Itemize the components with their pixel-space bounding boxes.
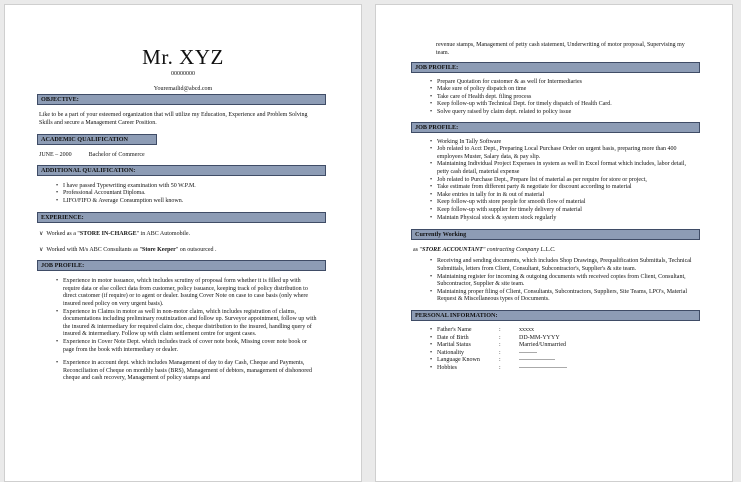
check-bullet-icon: ∨ xyxy=(39,230,44,237)
objective-header: OBJECTIVE: xyxy=(37,94,326,105)
list-item: • I have passed Typewriting examination with 50 W.P.M. xyxy=(56,182,196,189)
bullet-icon: • xyxy=(430,349,433,356)
list-item: • Professional Accountant Diploma. xyxy=(56,190,146,197)
job-profile-1-list xyxy=(376,79,732,117)
personal-info-row: • Nationality : --------- xyxy=(430,349,537,356)
list-item: • Keep follow-up with Technical Dept. for timely dispatch of Health Card. xyxy=(430,101,612,108)
bullet-icon: • xyxy=(430,191,433,198)
bullet-icon: • xyxy=(430,342,433,349)
currently-working-list xyxy=(376,258,732,304)
academic-header: ACADEMIC QUALIFICATION xyxy=(37,134,157,145)
list-item: • Take estimate from different party & negotiate for discount according to material xyxy=(430,184,632,191)
bullet-icon: • xyxy=(430,364,433,371)
additional-header: ADDITIONAL QUALIFICATION: xyxy=(37,165,326,176)
candidate-name: Mr. XYZ xyxy=(142,45,224,69)
personal-info-row: • Language Known : ------------------ xyxy=(430,357,555,364)
list-item: • Take care of Health dept. filing process xyxy=(430,93,532,100)
bullet-icon: • xyxy=(430,78,433,85)
bullet-icon: • xyxy=(430,214,433,221)
bullet-icon: • xyxy=(430,357,433,364)
personal-info-list xyxy=(376,327,732,373)
bullet-icon: • xyxy=(430,273,433,280)
current-role-line: as "STORE ACCOUNTANT" contracting Company L.L.C. xyxy=(413,247,556,254)
list-item: • Experience in motor issuance, which includes scrutiny of proposal form whether it is filled up with require data or else collect data from customer, policy issuance, keeping track of policy distribution to direct customer (if require) or to agent or dealer. Issuing Cover Note on case to case basis (only where insured need policy on very urgent basis). xyxy=(56,278,309,308)
list-item: • Experience in Claims in motor as well in non-motor claim, which includes registration of claims, documentations including preliminary routinization and follow up. Surveyor appointment, follow up with the insured & intermediary for required claim doc, cheque distribution to the insured, handling query of insured & intermediary. Follow up with claim settlement centre for urgent cases. xyxy=(56,308,317,338)
bullet-icon: • xyxy=(430,334,433,341)
bullet-icon: • xyxy=(430,138,433,145)
objective-text: Like to be a part of your esteemed organization that will utilize my Education, Experience and Problem Solving Skills and secure a Management Career Position. xyxy=(39,112,308,127)
list-item: • Maintaining proper filing of Client, Consultants, Subcontractors, Suppliers, Site Teams, LPO's, Material Request & Miscellaneous types of Documents. xyxy=(430,288,688,303)
bullet-icon: • xyxy=(430,108,433,115)
experience-header: EXPERIENCE: xyxy=(37,212,326,223)
bullet-icon: • xyxy=(430,176,433,183)
bullet-icon: • xyxy=(430,86,433,93)
personal-info-row: • Hobbies : ------------------------ xyxy=(430,364,567,371)
list-item: • Receiving and sending documents, which includes Shop Drawings, Prequalification Submittals, Technical Submittals, letters from Client, Consultant, Subcontractor's, Supplier's & site team. xyxy=(430,258,692,272)
experience-line-1: ∨ Worked as a "STORE IN-CHARGE" in ABC Automobile. xyxy=(39,230,191,237)
list-item: • Maintain Physical stock & system stock regularly xyxy=(430,214,557,221)
resume-page-1 xyxy=(4,4,362,482)
list-item: • Job related to Purchase Dept., Prepare list of material as per require for store or project, xyxy=(430,176,647,183)
list-item: • Working In Tally Software xyxy=(430,138,502,145)
bullet-icon: • xyxy=(56,182,59,189)
personal-info-row: • Marital Status : Married/Unmarried xyxy=(430,342,566,349)
list-item: • Experience in account dept. which includes Management of day to day Cash, Cheque and Payments, Reconciliation of Cheque on monthly basis (BRS), Management of debtors, management of dishonored cheque and cash recovery, Management of policy stamps and xyxy=(56,360,312,382)
list-item: • Maintaining Individual Project Expenses in system as well in Excel format which includes, labor detail, petty cash detail, material expense xyxy=(430,161,686,175)
list-item: • Make entries in tally for in & out of material xyxy=(430,191,545,198)
bullet-icon: • xyxy=(430,101,433,108)
additional-list xyxy=(5,183,361,206)
academic-degree: Bachelor of Commerce xyxy=(88,151,145,158)
list-item: • Make sure of policy dispatch on time xyxy=(430,86,527,93)
job-profile-1-header: JOB PROFILE: xyxy=(411,62,700,73)
bullet-icon: • xyxy=(430,161,433,168)
academic-entry xyxy=(39,151,321,159)
check-bullet-icon: ∨ xyxy=(39,246,44,253)
bullet-icon: • xyxy=(430,146,433,153)
list-item: • Job related to Acct Dept., Preparing Local Purchase Order on urgent basis, preparing more than 400 employees Muster, Salary data, & pay slip. xyxy=(430,146,677,160)
bullet-icon: • xyxy=(56,308,59,315)
job-profile-2-list xyxy=(376,139,732,223)
bullet-icon: • xyxy=(430,288,433,295)
bullet-icon: • xyxy=(56,278,59,285)
job-profile-header: JOB PROFILE: xyxy=(37,260,326,271)
bullet-icon: • xyxy=(430,93,433,100)
bullet-icon: • xyxy=(56,360,59,367)
resume-page-2 xyxy=(375,4,733,482)
bullet-icon: • xyxy=(56,339,59,346)
job-profile-list xyxy=(5,278,361,383)
list-item: • Maintaining register for incoming & outgoing documents with received copies from Client, Consultant, Subcontractor, Supplier & site team. xyxy=(430,273,686,288)
academic-period: JUNE – 2000 xyxy=(39,151,72,158)
personal-info-row: • Father's Name : xxxxx xyxy=(430,326,534,333)
list-item: • Experience in Cover Note Dept. which includes track of cover note book, Missing cover note book or page from the book with intermediary or dealer. xyxy=(56,339,307,353)
job-profile-2-header: JOB PROFILE: xyxy=(411,122,700,133)
continuation-text: revenue stamps, Management of petty cash statement, Underwriting of motor proposal, Supervising my team. xyxy=(436,42,685,57)
email-address: Youremailid@abcd.com xyxy=(153,86,213,92)
bullet-icon: • xyxy=(430,258,433,265)
list-item: • Prepare Quotation for customer & as well for Intermediaries xyxy=(430,78,582,85)
bullet-icon: • xyxy=(430,184,433,191)
list-item: • Keep follow-up with supplier for timely delivery of material xyxy=(430,206,582,213)
bullet-icon: • xyxy=(430,326,433,333)
personal-info-row: • Date of Birth : DD-MM-YYYY xyxy=(430,334,560,341)
experience-line-2: ∨ Worked with M/s ABC Consultants as "Store Keeper" on outsourced . xyxy=(39,246,217,253)
phone-number: 00000000 xyxy=(171,71,195,77)
list-item: • LIFO/FIFO & Average Consumption well known. xyxy=(56,198,184,205)
bullet-icon: • xyxy=(430,199,433,206)
bullet-icon: • xyxy=(430,206,433,213)
currently-working-header: Currently Working xyxy=(411,229,700,240)
list-item: • Keep follow-up with store people for smooth flow of material xyxy=(430,199,586,206)
bullet-icon: • xyxy=(56,198,59,205)
personal-info-header: PERSONAL INFORMATION: xyxy=(411,310,700,321)
list-item: • Solve query raised by claim dept. related to policy issue xyxy=(430,108,572,115)
bullet-icon: • xyxy=(56,190,59,197)
